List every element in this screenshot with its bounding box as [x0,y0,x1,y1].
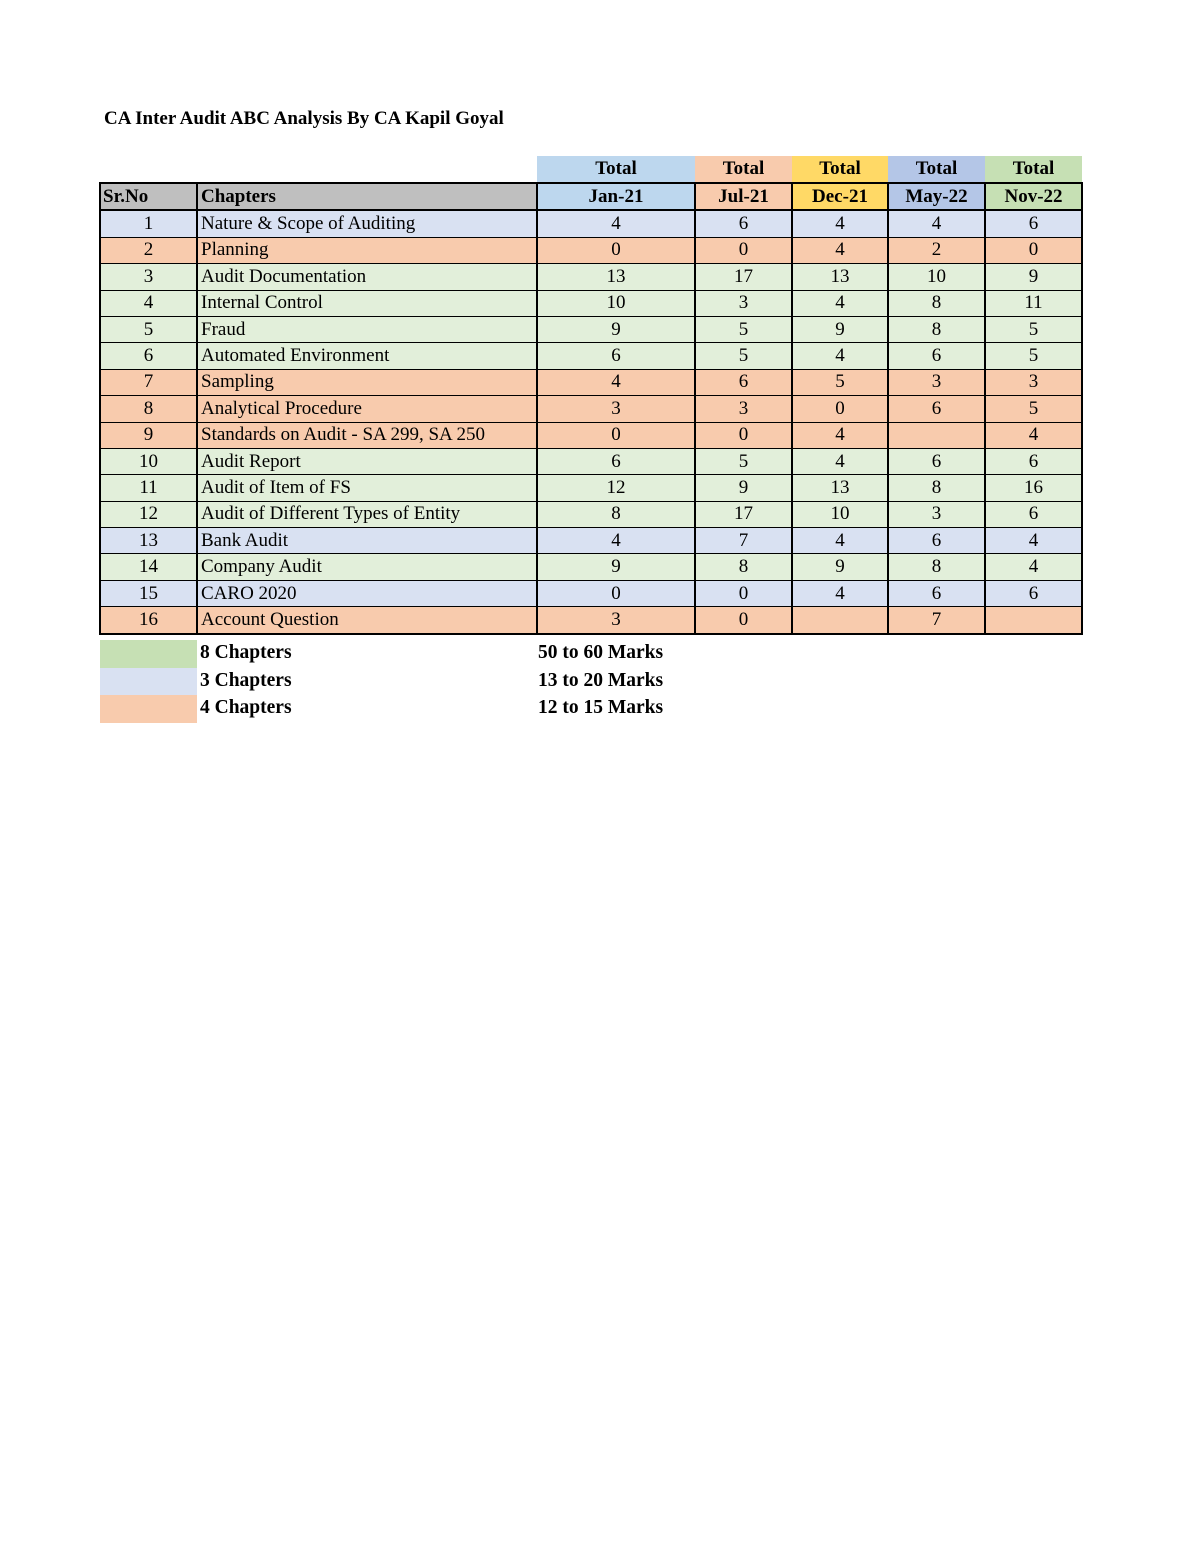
chapter-cell[interactable]: Internal Control [197,290,537,316]
chapter-cell[interactable]: Bank Audit [197,528,537,554]
marks-cell[interactable]: 6 [888,448,985,474]
legend-marks: 12 to 15 Marks [538,697,664,718]
marks-cell[interactable]: 4 [537,210,695,237]
marks-cell[interactable]: 9 [695,475,792,501]
marks-cell[interactable]: 9 [537,554,695,580]
table-row [100,554,1082,580]
marks-cell[interactable]: 4 [888,210,985,237]
marks-cell[interactable]: 3 [537,396,695,422]
sr-no-cell[interactable]: 2 [100,237,197,263]
sr-no-cell[interactable]: 15 [100,580,197,606]
marks-cell[interactable]: 4 [792,210,888,237]
sr-no-cell[interactable]: 6 [100,343,197,369]
sr-no-cell[interactable]: 7 [100,369,197,395]
marks-cell[interactable]: 0 [695,422,792,448]
header-row [100,183,1082,210]
header-chapters[interactable]: Chapters [197,183,537,210]
marks-cell[interactable]: 9 [985,264,1082,290]
chapter-cell[interactable]: Audit Documentation [197,264,537,290]
marks-cell[interactable]: 8 [537,501,695,527]
marks-cell[interactable]: 6 [695,210,792,237]
marks-cell[interactable]: 6 [695,369,792,395]
marks-cell[interactable] [792,607,888,634]
marks-cell[interactable]: 6 [888,396,985,422]
marks-cell[interactable]: 0 [695,580,792,606]
chapter-cell[interactable]: CARO 2020 [197,580,537,606]
marks-cell[interactable]: 6 [888,580,985,606]
marks-cell[interactable]: 0 [792,396,888,422]
header-sr-no[interactable]: Sr.No [100,183,197,210]
marks-cell[interactable] [888,422,985,448]
marks-cell[interactable]: 5 [985,316,1082,342]
chapter-cell[interactable]: Company Audit [197,554,537,580]
marks-cell[interactable]: 4 [792,580,888,606]
marks-cell[interactable]: 6 [985,210,1082,237]
marks-cell[interactable]: 6 [888,528,985,554]
sr-no-cell[interactable]: 12 [100,501,197,527]
marks-cell[interactable]: 10 [537,290,695,316]
marks-cell[interactable]: 3 [695,396,792,422]
table-row [100,343,1082,369]
marks-cell[interactable]: 6 [985,448,1082,474]
marks-cell[interactable]: 4 [792,528,888,554]
sr-no-cell[interactable]: 14 [100,554,197,580]
table-row [100,501,1082,527]
marks-cell[interactable]: 4 [792,237,888,263]
marks-cell[interactable] [985,607,1082,634]
marks-cell[interactable]: 5 [695,316,792,342]
chapter-cell[interactable]: Audit of Item of FS [197,475,537,501]
marks-cell[interactable]: 9 [537,316,695,342]
marks-cell[interactable]: 8 [888,316,985,342]
marks-cell[interactable]: 12 [537,475,695,501]
header-attempt[interactable]: Jan-21 [537,183,695,210]
legend-swatch [100,695,197,723]
chapter-cell[interactable]: Automated Environment [197,343,537,369]
table-row [100,528,1082,554]
marks-cell[interactable]: 0 [537,580,695,606]
marks-cell[interactable]: 6 [537,343,695,369]
marks-cell[interactable]: 4 [792,343,888,369]
marks-cell[interactable]: 3 [695,290,792,316]
analysis-table [99,156,1083,635]
legend-label: 8 Chapters [200,642,292,663]
marks-cell[interactable]: 0 [537,422,695,448]
marks-cell[interactable]: 5 [985,343,1082,369]
table-row [100,210,1082,237]
header-attempt[interactable]: Jul-21 [695,183,792,210]
table-row [100,290,1082,316]
marks-cell[interactable]: 4 [537,369,695,395]
marks-cell[interactable]: 16 [985,475,1082,501]
chapter-cell[interactable]: Nature & Scope of Auditing [197,210,537,237]
marks-cell[interactable]: 9 [792,316,888,342]
marks-cell[interactable]: 4 [985,422,1082,448]
marks-cell[interactable]: 4 [985,528,1082,554]
marks-cell[interactable]: 8 [695,554,792,580]
marks-cell[interactable]: 0 [537,237,695,263]
marks-cell[interactable]: 3 [888,369,985,395]
marks-cell[interactable]: 6 [985,501,1082,527]
sr-no-cell[interactable]: 10 [100,448,197,474]
sr-no-cell[interactable]: 3 [100,264,197,290]
sr-no-cell[interactable]: 16 [100,607,197,634]
marks-cell[interactable]: 0 [695,237,792,263]
marks-cell[interactable]: 8 [888,290,985,316]
marks-cell[interactable]: 7 [695,528,792,554]
marks-cell[interactable]: 4 [985,554,1082,580]
marks-cell[interactable]: 4 [792,422,888,448]
marks-cell[interactable]: 13 [792,475,888,501]
marks-cell[interactable]: 17 [695,501,792,527]
sr-no-cell[interactable]: 4 [100,290,197,316]
legend-label: 3 Chapters [200,669,292,691]
table-row [100,448,1082,474]
total-label-row [100,156,1082,183]
sr-no-cell[interactable]: 1 [100,210,197,237]
chapter-cell[interactable]: Planning [197,237,537,263]
table-row [100,422,1082,448]
header-attempt[interactable]: Dec-21 [792,183,888,210]
chapter-cell[interactable]: Audit Report [197,448,537,474]
legend-swatch [100,668,197,696]
marks-cell[interactable]: 5 [695,343,792,369]
table-row [100,607,1082,634]
marks-cell[interactable]: 10 [888,264,985,290]
marks-cell[interactable]: 0 [695,607,792,634]
marks-cell[interactable]: 9 [792,554,888,580]
marks-cell[interactable]: 0 [985,237,1082,263]
marks-cell[interactable]: 4 [792,290,888,316]
sr-no-cell[interactable]: 13 [100,528,197,554]
marks-cell[interactable]: 5 [695,448,792,474]
marks-cell[interactable]: 13 [537,264,695,290]
chapter-cell[interactable]: Sampling [197,369,537,395]
marks-cell[interactable]: 6 [888,343,985,369]
table-row [100,264,1082,290]
table-row [100,316,1082,342]
legend-marks: 50 to 60 Marks [538,642,664,663]
marks-cell[interactable]: 6 [537,448,695,474]
chapter-cell[interactable]: Standards on Audit - SA 299, SA 250 [197,422,537,448]
total-label[interactable]: Total [695,156,792,183]
marks-cell[interactable]: 3 [888,501,985,527]
marks-cell[interactable]: 13 [792,264,888,290]
table-row [100,369,1082,395]
table-row [100,237,1082,263]
marks-cell[interactable]: 17 [695,264,792,290]
legend-swatch [100,640,197,668]
total-label[interactable]: Total [985,156,1082,183]
total-label[interactable]: Total [888,156,985,183]
marks-cell[interactable]: 6 [985,580,1082,606]
total-label[interactable]: Total [792,156,888,183]
total-label[interactable]: Total [537,156,695,183]
marks-cell[interactable]: 3 [985,369,1082,395]
marks-cell[interactable]: 8 [888,554,985,580]
marks-cell[interactable]: 5 [792,369,888,395]
marks-cell[interactable]: 3 [537,607,695,634]
page-title: CA Inter Audit ABC Analysis By CA Kapil Goyal [104,108,504,129]
marks-cell[interactable]: 7 [888,607,985,634]
sr-no-cell[interactable]: 8 [100,396,197,422]
header-attempt[interactable]: Nov-22 [985,183,1082,210]
chapter-cell[interactable]: Analytical Procedure [197,396,537,422]
marks-cell[interactable]: 4 [792,448,888,474]
table-row [100,475,1082,501]
table-row [100,580,1082,606]
marks-cell[interactable]: 11 [985,290,1082,316]
marks-cell[interactable]: 5 [985,396,1082,422]
marks-cell[interactable]: 4 [537,528,695,554]
chapter-cell[interactable]: Account Question [197,607,537,634]
legend-marks: 13 to 20 Marks [538,669,664,691]
chapter-cell[interactable]: Audit of Different Types of Entity [197,501,537,527]
table-row [100,396,1082,422]
header-attempt[interactable]: May-22 [888,183,985,210]
marks-cell[interactable]: 10 [792,501,888,527]
marks-cell[interactable]: 2 [888,237,985,263]
marks-cell[interactable]: 8 [888,475,985,501]
sr-no-cell[interactable]: 5 [100,316,197,342]
sr-no-cell[interactable]: 9 [100,422,197,448]
sr-no-cell[interactable]: 11 [100,475,197,501]
chapter-cell[interactable]: Fraud [197,316,537,342]
legend-label: 4 Chapters [200,697,292,718]
